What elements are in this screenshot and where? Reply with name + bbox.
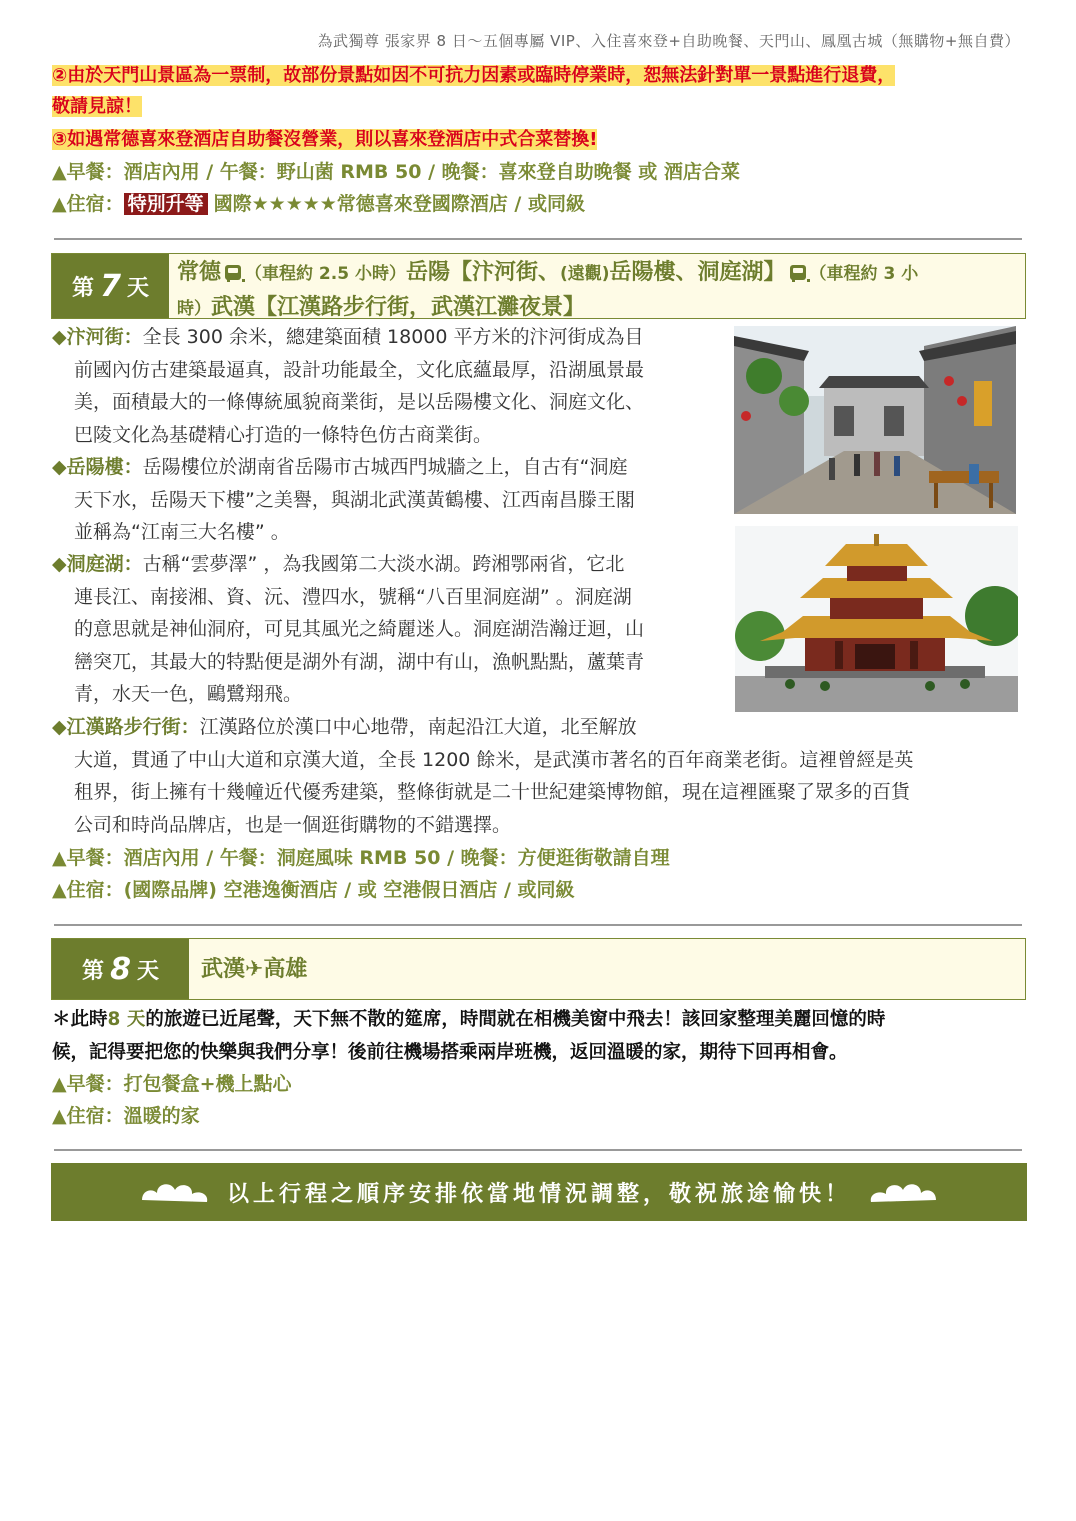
footer-text: 以上行程之順序安排依當地情況調整，敬祝旅途愉快！ [226, 1181, 851, 1207]
day8-meals: ▲早餐：打包餐盒+機上點心 [52, 1073, 292, 1095]
day8-body-part: ＊此時 [52, 1009, 108, 1030]
day7-title [169, 254, 1025, 318]
day7-view-note: (遠觀) [559, 264, 610, 284]
day7-city-wuhan: 武漢【江漢路步行街，武漢江灘夜景】 [211, 295, 586, 320]
day8-number: 8 [110, 951, 131, 987]
day8-body-part: 候，記得要把您的快樂與我們分享！後前往機場搭乘兩岸班機，返回溫暖的家，期待下回再相會。 [52, 1042, 848, 1063]
day6-hotel [52, 189, 585, 219]
diamond-bullet-icon: ◆ [52, 716, 67, 738]
day8-hotel: ▲住宿：溫暖的家 [52, 1105, 200, 1127]
photo-yueyang-tower [735, 526, 1018, 712]
upgrade-badge: 特別升等 [124, 193, 208, 215]
notice-refund-line2: 敬請見諒！ [52, 96, 142, 117]
spot-line: 公司和時尚品牌店，也是一個逛街購物的不錯選擇。 [74, 813, 512, 836]
spot-yueyang-tower [52, 451, 722, 549]
day8-body-part: 的旅遊已近尾聲，天下無不散的筵席，時間就在相機美窗中飛去！該回家整理美麗回憶的時 [145, 1009, 886, 1030]
day7-meals: ▲早餐：酒店內用 / 午餐：洞庭風味 RMB 50 / 晚餐：方便逛街敬請自理 [52, 847, 670, 869]
spot-bianhe-street [52, 321, 722, 451]
notice-buffet [52, 124, 1026, 155]
day7-hotel: ▲住宿：(國際品牌) 空港逸衡酒店 / 或 空港假日酒店 / 或同級 [52, 879, 575, 901]
day7-label [52, 254, 169, 318]
day8-route: 武漢✈高雄 [201, 956, 308, 982]
day7-city-yueyang: 岳陽【汴河街、 [405, 260, 560, 285]
spot-name: 岳陽樓： [66, 456, 143, 478]
spot-line: 全長 300 余米，總建築面積 18000 平方米的汴河街成為目 [142, 326, 644, 348]
day6-hotel-name: 國際★★★★★常德喜來登國際酒店 / 或同級 [213, 193, 585, 215]
spot-line: 大道，貫通了中山大道和京漢大道，全長 1200 餘米，是武漢市著名的百年商業老街。這裡曾經是英 [74, 748, 914, 771]
notice-refund [52, 60, 1026, 122]
day6-hotel-prefix: ▲住宿： [52, 193, 124, 215]
day7-number: 7 [100, 268, 121, 304]
spot-line: 天下水，岳陽天下樓”之美譽，與湖北武漢黃鶴樓、江西南昌滕王閣 [74, 488, 635, 511]
diamond-bullet-icon: ◆ [52, 326, 67, 348]
divider [54, 924, 1022, 926]
spot-line: 江漢路位於漢口中心地帶，南起沿江大道，北至解放 [199, 716, 637, 738]
day8-title [189, 939, 1025, 999]
day6-meals: ▲早餐：酒店內用 / 午餐：野山菌 RMB 50 / 晚餐：喜來登自助晚餐 或 酒店合菜 [52, 161, 740, 183]
notice-refund-line1: ②由於天門山景區為一票制，故部份景點如因不可抗力因素或臨時停業時，恕無法針對單一景點進行退費， [52, 65, 896, 86]
day8-bar [51, 938, 1026, 1000]
notice-buffet-text: ③如遇常德喜來登酒店自助餐沒營業，則以喜來登酒店中式合菜替換! [52, 129, 598, 150]
spot-line: 巒突兀，其最大的特點便是湖外有湖，湖中有山，漁帆點點，蘆葉青 [74, 650, 645, 673]
day8-description [52, 1003, 1028, 1069]
spot-line: 租界，街上擁有十幾幢近代優秀建築，整條街就是二十世紀建築博物館，現在這裡匯聚了眾多的百貨 [74, 781, 911, 803]
bus-icon [790, 265, 806, 280]
day8-label-pre: 第 [82, 958, 105, 984]
spot-line: 前國內仿古建築最逼真，設計功能最全，文化底蘊最厚，沿湖風景最 [74, 358, 645, 381]
cloud-ornament-icon [861, 1174, 941, 1210]
spot-line: 並稱為“江南三大名樓” 。 [74, 521, 290, 543]
day7-drive-time-2: （車程約 3 小 [809, 264, 919, 284]
diamond-bullet-icon: ◆ [52, 456, 67, 478]
spot-line: 的意思就是神仙洞府，可見其風光之綺麗迷人。洞庭湖浩瀚迂迴，山 [74, 618, 645, 640]
divider [54, 238, 1022, 240]
spot-name: 洞庭湖： [66, 553, 143, 575]
bus-icon [225, 265, 241, 280]
day7-label-post: 天 [126, 275, 149, 301]
spot-name: 江漢路步行街： [66, 716, 200, 738]
footer-banner [51, 1163, 1027, 1221]
day7-city-changde: 常德 [177, 260, 222, 285]
day8-label-post: 天 [136, 958, 159, 984]
cloud-ornament-icon [137, 1174, 217, 1210]
day7-yueyang-sights: 岳陽樓、洞庭湖】 [609, 260, 786, 285]
doc-header: 為武獨尊 張家界 8 日～五個專屬 VIP、入住喜來登+自助晚餐、天門山、鳳凰古城（無購物+無自費） [317, 32, 1020, 50]
spot-line: 巴陵文化為基礎精心打造的一條特色仿古商業街。 [74, 423, 493, 446]
day8-body-days: 8 天 [107, 1009, 146, 1030]
spot-line: 岳陽樓位於湖南省岳陽市古城西門城牆之上，自古有“洞庭 [142, 456, 628, 478]
day7-bar [51, 253, 1026, 319]
spot-line: 美，面積最大的一條傳統風貌商業街，是以岳陽樓文化、洞庭文化、 [74, 391, 645, 413]
day7-drive-time-1: （車程約 2.5 小時） [245, 264, 406, 284]
spot-line: 連長江、南接湘、資、沅、澧四水，號稱“八百里洞庭湖” 。洞庭湖 [74, 585, 632, 608]
spot-line: 青，水天一色，鷗鷺翔飛。 [74, 683, 303, 705]
day8-label [52, 939, 189, 999]
spot-jianghan-road [52, 711, 1028, 841]
day7-label-pre: 第 [72, 275, 95, 301]
day7-drive-time-2-end: 時） [177, 299, 211, 319]
spot-dongting-lake [52, 548, 722, 711]
photo-bianhe-street [734, 326, 1016, 514]
spot-line: 古稱“雲夢澤” ，為我國第二大淡水湖。跨湘鄂兩省，它北 [142, 553, 625, 575]
divider [54, 1149, 1022, 1151]
diamond-bullet-icon: ◆ [52, 553, 67, 575]
spot-name: 汴河街： [66, 326, 143, 348]
